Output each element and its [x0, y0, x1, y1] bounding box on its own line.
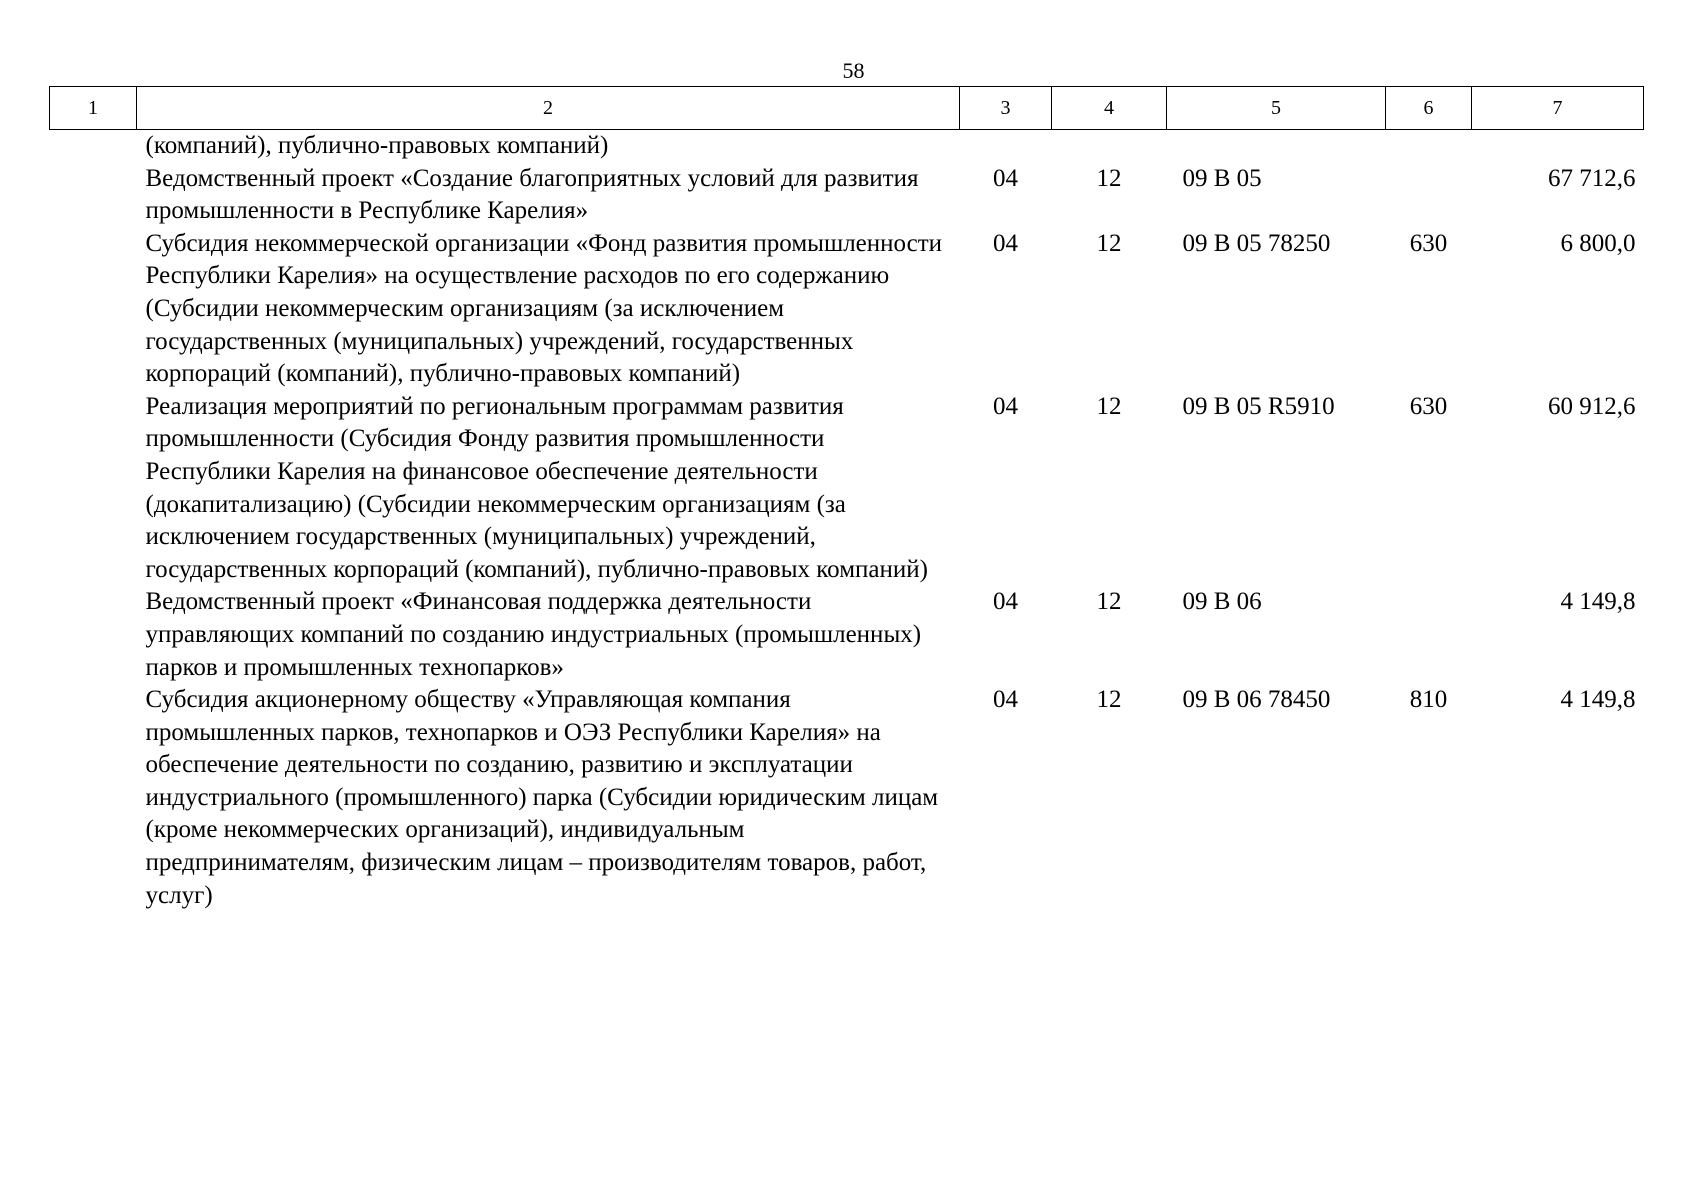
table-row: [50, 163, 1644, 228]
table-row: [50, 391, 1644, 587]
table-row-continuation: [50, 130, 1644, 163]
header-col-3: 3: [960, 87, 1052, 130]
header-col-4: 4: [1052, 87, 1167, 130]
header-col-5: 5: [1167, 87, 1386, 130]
subsection-code: 12: [1096, 392, 1122, 420]
page-number: 58: [842, 58, 865, 83]
expense-name: Ведомственный проект «Создание благоприятных условий для развития промышленности в Республике Карелия»: [145, 164, 919, 225]
row-index-cell: [50, 130, 137, 163]
table-row: [50, 684, 1644, 912]
amount-value: 4 149,8: [1560, 686, 1636, 714]
row-index-cell: [50, 228, 137, 391]
expense-name: Субсидия некоммерческой организации «Фонд развития промышленности Республики Карелия» на осуществление расходов по его содержанию (Субсидии некоммерческим организациям (за исключением государственных (муниципальных) учреждений, государственных корпораций (компаний), публично-правовых компаний): [145, 229, 943, 388]
section-code: 04: [993, 229, 1018, 257]
table-row: [50, 586, 1644, 684]
row-index-cell: [50, 163, 137, 228]
target-article-code: 09 В 05 78250: [1182, 229, 1331, 257]
expense-type-code: 810: [1409, 686, 1448, 714]
target-article-code: 09 В 06: [1182, 588, 1262, 616]
section-code: 04: [993, 164, 1018, 192]
target-article-code: 09 В 05: [1182, 164, 1262, 192]
table-body: [50, 130, 1644, 913]
expense-type-code: 630: [1409, 229, 1448, 257]
row-index-cell: [50, 391, 137, 587]
amount-value: 6 800,0: [1560, 229, 1636, 257]
section-code: 04: [993, 686, 1018, 714]
target-article-code: 09 В 06 78450: [1182, 686, 1331, 714]
expense-type-code: 630: [1409, 392, 1448, 420]
expense-name: Реализация мероприятий по региональным программам развития промышленности (Субсидия Фонду развития промышленности Республики Карелия на финансовое обеспечение деятельности (докапитализацию) (Субсидии некоммерческим организациям (за исключением государственных (муниципальных) учреждений, государственных корпораций (компаний), публично-правовых компаний): [145, 392, 928, 583]
amount-value: 4 149,8: [1560, 588, 1636, 616]
header-col-1: 1: [50, 87, 137, 130]
amount-value: 67 712,6: [1548, 164, 1636, 192]
row-index-cell: [50, 684, 137, 912]
header-row: [50, 87, 1644, 130]
table-header: [50, 87, 1644, 130]
expense-type-code: [1386, 586, 1472, 684]
amount-value: 60 912,6: [1548, 392, 1636, 420]
subsection-code: 12: [1096, 164, 1122, 192]
subsection-code: 12: [1096, 686, 1122, 714]
header-col-2: 2: [137, 87, 960, 130]
table-row: [50, 228, 1644, 391]
section-code: 04: [993, 392, 1018, 420]
budget-table: [49, 86, 1644, 912]
expense-type-code: [1386, 163, 1472, 228]
expense-name: Ведомственный проект «Финансовая поддержка деятельности управляющих компаний по созданию индустриальных (промышленных) парков и промышленных технопарков»: [145, 588, 922, 681]
target-article-code: 09 В 05 R5910: [1182, 392, 1335, 420]
continuation-text: (компаний), публично-правовых компаний): [145, 132, 609, 159]
header-col-6: 6: [1386, 87, 1472, 130]
section-code: 04: [993, 588, 1018, 616]
subsection-code: 12: [1096, 588, 1122, 616]
expense-name: Субсидия акционерному обществу «Управляющая компания промышленных парков, технопарков и ОЭЗ Республики Карелия» на обеспечение деятельности по созданию, развитию и эксплуатации индустриального (промышленного) парка (Субсидии юридическим лицам (кроме некоммерческих организаций), индивидуальным предпринимателям, физическим лицам – производителям товаров, работ, услуг): [145, 686, 939, 909]
subsection-code: 12: [1096, 229, 1122, 257]
row-index-cell: [50, 586, 137, 684]
header-col-7: 7: [1472, 87, 1644, 130]
